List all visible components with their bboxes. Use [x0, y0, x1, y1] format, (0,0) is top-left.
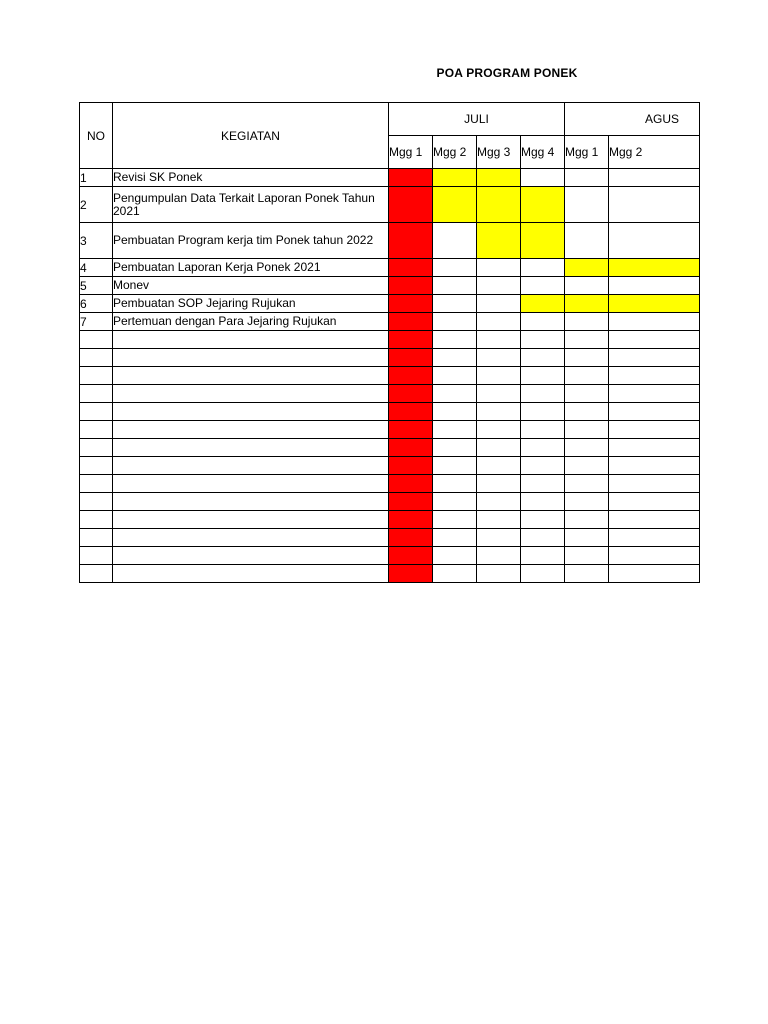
schedule-cell — [433, 421, 477, 439]
schedule-cell — [609, 511, 700, 529]
row-number — [80, 385, 113, 403]
schedule-cell-red — [389, 403, 433, 421]
schedule-cell — [433, 439, 477, 457]
table-row — [80, 565, 700, 583]
schedule-cell — [477, 565, 521, 583]
schedule-cell — [565, 565, 609, 583]
schedule-cell — [477, 475, 521, 493]
schedule-cell-yellow — [477, 187, 521, 223]
header-month-juli — [389, 103, 565, 136]
activity-name — [113, 475, 389, 493]
table-row — [80, 367, 700, 385]
schedule-cell-red — [389, 295, 433, 313]
schedule-cell-red — [389, 475, 433, 493]
row-number — [80, 457, 113, 475]
activity-name — [113, 385, 389, 403]
schedule-cell — [565, 313, 609, 331]
schedule-cell — [477, 511, 521, 529]
schedule-cell — [433, 385, 477, 403]
schedule-cell — [521, 403, 565, 421]
schedule-cell — [609, 223, 700, 259]
row-number: 7 — [80, 313, 113, 331]
schedule-cell — [477, 547, 521, 565]
schedule-cell — [477, 349, 521, 367]
activity-name — [113, 565, 389, 583]
activity-name: Pembuatan Laporan Kerja Ponek 2021 — [113, 259, 389, 277]
schedule-cell — [565, 457, 609, 475]
schedule-cell-yellow — [433, 187, 477, 223]
header-week: Mgg 3 — [477, 136, 521, 169]
schedule-cell — [609, 439, 700, 457]
activity-name — [113, 367, 389, 385]
row-number: 6 — [80, 295, 113, 313]
schedule-cell-red — [389, 529, 433, 547]
activity-name: Revisi SK Ponek — [113, 169, 389, 187]
schedule-cell — [477, 493, 521, 511]
table-row — [80, 403, 700, 421]
document-title: POA PROGRAM PONEK — [436, 66, 578, 80]
schedule-cell — [521, 457, 565, 475]
table-row — [80, 169, 700, 187]
activity-name — [113, 547, 389, 565]
schedule-cell — [609, 529, 700, 547]
header-week: Mgg 4 — [521, 136, 565, 169]
row-number: 4 — [80, 259, 113, 277]
schedule-cell — [609, 349, 700, 367]
schedule-cell — [433, 565, 477, 583]
row-number: 1 — [80, 169, 113, 187]
activity-name: Pembuatan Program kerja tim Ponek tahun 2022 — [113, 223, 389, 259]
schedule-cell — [433, 403, 477, 421]
schedule-cell — [433, 223, 477, 259]
table-row — [80, 331, 700, 349]
schedule-cell — [433, 529, 477, 547]
schedule-cell — [477, 403, 521, 421]
schedule-cell-yellow — [521, 187, 565, 223]
schedule-cell — [609, 385, 700, 403]
table-row — [80, 313, 700, 331]
schedule-cell-red — [389, 187, 433, 223]
schedule-cell — [433, 349, 477, 367]
schedule-cell — [433, 475, 477, 493]
row-number — [80, 421, 113, 439]
schedule-cell — [477, 385, 521, 403]
schedule-cell — [609, 547, 700, 565]
schedule-cell — [565, 475, 609, 493]
header-no: NO — [80, 103, 113, 169]
schedule-cell — [477, 259, 521, 277]
schedule-cell — [433, 313, 477, 331]
activity-name — [113, 349, 389, 367]
schedule-cell-yellow — [565, 295, 609, 313]
schedule-cell — [565, 403, 609, 421]
schedule-cell-red — [389, 511, 433, 529]
schedule-cell — [565, 439, 609, 457]
activity-name — [113, 511, 389, 529]
activity-name — [113, 457, 389, 475]
row-number — [80, 349, 113, 367]
schedule-cell — [477, 277, 521, 295]
header-month-agus-label: AGUS — [645, 112, 680, 126]
schedule-cell-yellow — [477, 223, 521, 259]
row-number — [80, 565, 113, 583]
activity-name: Monev — [113, 277, 389, 295]
schedule-cell — [565, 223, 609, 259]
table-row — [80, 421, 700, 439]
schedule-cell — [477, 295, 521, 313]
schedule-cell-yellow — [609, 259, 700, 277]
schedule-cell — [565, 349, 609, 367]
schedule-cell — [433, 277, 477, 295]
row-number — [80, 331, 113, 349]
schedule-cell-red — [389, 493, 433, 511]
table-row — [80, 457, 700, 475]
schedule-cell-red — [389, 547, 433, 565]
activity-name — [113, 529, 389, 547]
schedule-cell-red — [389, 367, 433, 385]
schedule-cell — [609, 187, 700, 223]
row-number: 2 — [80, 187, 113, 223]
table-row — [80, 475, 700, 493]
header-month-agus — [565, 103, 700, 136]
header-week: Mgg 2 — [609, 136, 700, 169]
schedule-cell — [565, 493, 609, 511]
schedule-cell — [609, 403, 700, 421]
activity-name: Pembuatan SOP Jejaring Rujukan — [113, 295, 389, 313]
schedule-cell-red — [389, 331, 433, 349]
schedule-cell — [565, 547, 609, 565]
schedule-cell — [609, 169, 700, 187]
schedule-cell — [521, 511, 565, 529]
table-row — [80, 223, 700, 259]
activity-name — [113, 331, 389, 349]
row-number: 5 — [80, 277, 113, 295]
table-row — [80, 349, 700, 367]
row-number — [80, 367, 113, 385]
row-number — [80, 493, 113, 511]
schedule-cell-yellow — [433, 169, 477, 187]
table-row — [80, 187, 700, 223]
schedule-cell — [433, 511, 477, 529]
schedule-cell — [565, 367, 609, 385]
row-number — [80, 475, 113, 493]
schedule-cell — [433, 457, 477, 475]
schedule-cell-red — [389, 349, 433, 367]
header-week: Mgg 2 — [433, 136, 477, 169]
schedule-cell — [521, 547, 565, 565]
table-row — [80, 295, 700, 313]
table-row — [80, 259, 700, 277]
schedule-cell — [609, 313, 700, 331]
schedule-cell — [477, 331, 521, 349]
schedule-cell — [609, 277, 700, 295]
table-row — [80, 385, 700, 403]
schedule-cell — [565, 385, 609, 403]
schedule-cell-red — [389, 421, 433, 439]
schedule-cell — [521, 313, 565, 331]
schedule-cell — [433, 259, 477, 277]
schedule-cell-red — [389, 439, 433, 457]
schedule-cell-red — [389, 223, 433, 259]
schedule-cell — [477, 367, 521, 385]
row-number — [80, 547, 113, 565]
schedule-cell — [609, 565, 700, 583]
activity-name — [113, 403, 389, 421]
row-number — [80, 403, 113, 421]
schedule-table — [79, 102, 700, 583]
header-month-juli-label: JULI — [464, 112, 489, 126]
row-number — [80, 439, 113, 457]
schedule-cell — [477, 529, 521, 547]
schedule-cell-red — [389, 457, 433, 475]
schedule-cell-red — [389, 259, 433, 277]
table-row — [80, 493, 700, 511]
schedule-cell — [521, 367, 565, 385]
schedule-cell-red — [389, 385, 433, 403]
schedule-cell — [521, 349, 565, 367]
schedule-cell — [565, 331, 609, 349]
schedule-cell — [521, 169, 565, 187]
schedule-cell — [433, 367, 477, 385]
table-row — [80, 547, 700, 565]
schedule-cell — [521, 439, 565, 457]
schedule-cell-yellow — [477, 169, 521, 187]
row-number — [80, 511, 113, 529]
schedule-cell-red — [389, 277, 433, 295]
schedule-cell-red — [389, 313, 433, 331]
schedule-cell-yellow — [521, 295, 565, 313]
schedule-cell — [521, 529, 565, 547]
schedule-cell — [565, 187, 609, 223]
table-row — [80, 529, 700, 547]
schedule-cell-yellow — [565, 259, 609, 277]
schedule-cell — [477, 457, 521, 475]
schedule-cell — [521, 421, 565, 439]
schedule-cell — [433, 547, 477, 565]
schedule-cell — [565, 277, 609, 295]
table-row — [80, 511, 700, 529]
schedule-cell-yellow — [521, 223, 565, 259]
schedule-cell — [521, 259, 565, 277]
schedule-cell — [433, 331, 477, 349]
schedule-cell — [565, 421, 609, 439]
schedule-cell — [521, 493, 565, 511]
header-week: Mgg 1 — [565, 136, 609, 169]
schedule-cell — [521, 565, 565, 583]
schedule-cell — [565, 511, 609, 529]
header-kegiatan: KEGIATAN — [113, 103, 389, 169]
schedule-cell — [433, 295, 477, 313]
schedule-cell — [433, 493, 477, 511]
schedule-cell — [609, 493, 700, 511]
schedule-cell — [521, 475, 565, 493]
schedule-cell — [477, 313, 521, 331]
schedule-cell — [477, 421, 521, 439]
schedule-cell — [565, 169, 609, 187]
schedule-cell-yellow — [609, 295, 700, 313]
activity-name — [113, 439, 389, 457]
schedule-cell — [565, 529, 609, 547]
schedule-cell — [521, 277, 565, 295]
row-number: 3 — [80, 223, 113, 259]
schedule-cell-red — [389, 169, 433, 187]
schedule-cell — [609, 475, 700, 493]
schedule-cell — [477, 439, 521, 457]
schedule-cell — [609, 331, 700, 349]
header-week: Mgg 1 — [389, 136, 433, 169]
table-row — [80, 439, 700, 457]
schedule-cell — [609, 421, 700, 439]
schedule-cell — [609, 457, 700, 475]
table-row — [80, 277, 700, 295]
activity-name: Pengumpulan Data Terkait Laporan Ponek Tahun 2021 — [113, 187, 389, 223]
activity-name — [113, 421, 389, 439]
schedule-cell — [609, 367, 700, 385]
schedule-cell — [521, 385, 565, 403]
activity-name: Pertemuan dengan Para Jejaring Rujukan — [113, 313, 389, 331]
schedule-cell-red — [389, 565, 433, 583]
row-number — [80, 529, 113, 547]
activity-name — [113, 493, 389, 511]
schedule-sheet — [79, 102, 680, 589]
schedule-cell — [521, 331, 565, 349]
